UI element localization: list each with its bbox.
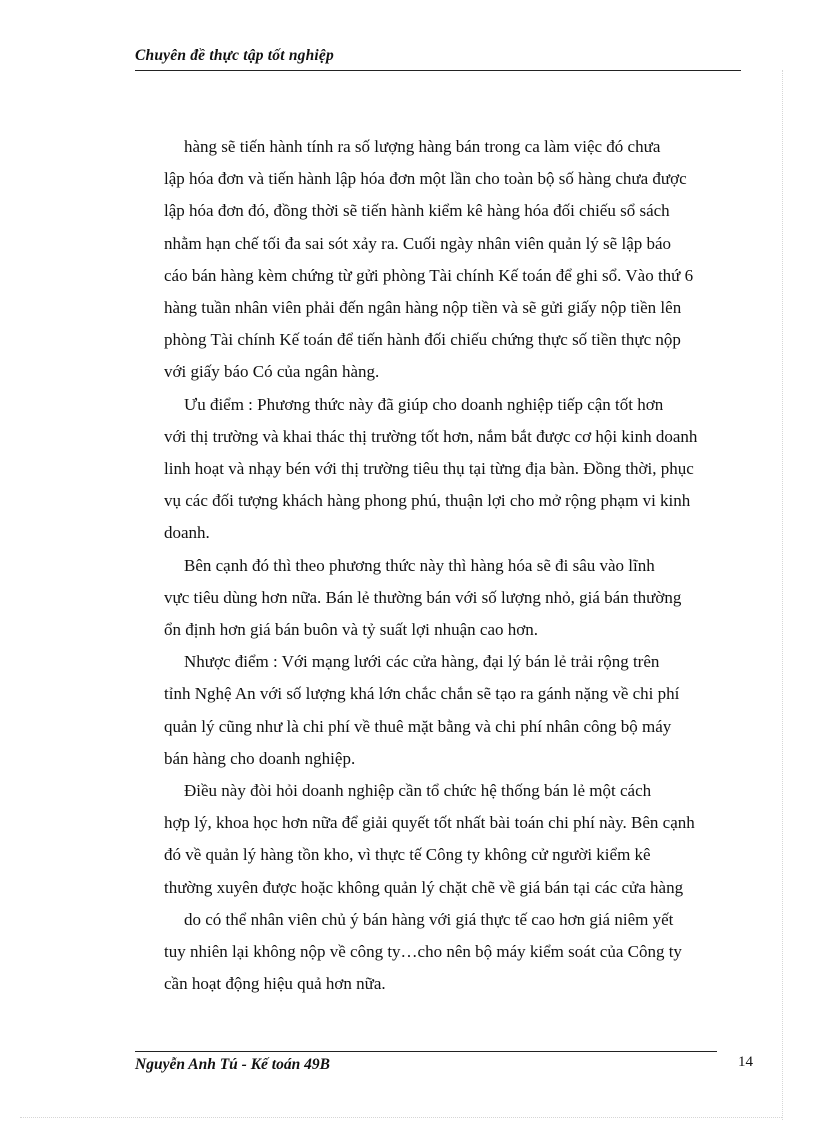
document-body <box>164 131 739 1000</box>
text-line: Ưu điểm : Phương thức này đã giúp cho doanh nghiệp tiếp cận tốt hơn <box>184 394 664 414</box>
text-line: bán hàng cho doanh nghiệp. <box>164 748 356 768</box>
text-line: cần hoạt động hiệu quả hơn nữa. <box>164 974 386 994</box>
text-line: thường xuyên được hoặc không quản lý chặt chẽ về giá bán tại các cửa hàng <box>164 877 684 897</box>
paragraph-control <box>164 904 739 1001</box>
header-divider <box>135 70 741 71</box>
text-line: Nhược điểm : Với mạng lưới các cửa hàng, đại lý bán lẻ trải rộng trên <box>184 652 660 672</box>
text-line: hàng tuần nhân viên phải đến ngân hàng nộp tiền và sẽ gửi giấy nộp tiền lên <box>164 298 682 318</box>
text-line: vụ các đối tượng khách hàng phong phú, thuận lợi cho mở rộng phạm vi kinh <box>164 491 691 511</box>
paragraph-organization <box>164 775 739 904</box>
text-line: doanh. <box>164 523 210 543</box>
footer-author: Nguyễn Anh Tú - Kế toán 49B <box>135 1056 330 1073</box>
text-line: cáo bán hàng kèm chứng từ gửi phòng Tài chính Kế toán để ghi sổ. Vào thứ 6 <box>164 265 694 285</box>
text-line: Bên cạnh đó thì theo phương thức này thì hàng hóa sẽ đi sâu vào lĩnh <box>184 555 655 575</box>
text-line: do có thể nhân viên chủ ý bán hàng với giá thực tế cao hơn giá niêm yết <box>184 909 674 929</box>
text-line: lập hóa đơn đó, đồng thời sẽ tiến hành kiểm kê hàng hóa đối chiếu sổ sách <box>164 201 670 221</box>
text-line: vực tiêu dùng hơn nữa. Bán lẻ thường bán với số lượng nhỏ, giá bán thường <box>164 587 682 607</box>
text-line: quản lý cũng như là chi phí về thuê mặt bằng và chi phí nhân công bộ máy <box>164 716 672 736</box>
page-number: 14 <box>738 1054 753 1070</box>
paragraph-disadvantages <box>164 646 739 775</box>
page-edge-bottom <box>20 1117 782 1118</box>
paragraph-retail-depth <box>164 550 739 647</box>
text-line: tỉnh Nghệ An với số lượng khá lớn chắc chắn sẽ tạo ra gánh nặng về chi phí <box>164 684 680 704</box>
text-line: tuy nhiên lại không nộp về công ty…cho nên bộ máy kiểm soát của Công ty <box>164 942 682 962</box>
footer-divider <box>135 1051 717 1052</box>
text-line: với giấy báo Có của ngân hàng. <box>164 362 380 382</box>
paragraph-advantages <box>164 389 739 550</box>
running-header-title: Chuyên đề thực tập tốt nghiệp <box>135 47 334 64</box>
text-line: Điều này đòi hỏi doanh nghiệp cần tổ chức hệ thống bán lẻ một cách <box>184 781 652 801</box>
text-line: đó về quản lý hàng tồn kho, vì thực tế Công ty không cử người kiểm kê <box>164 845 651 865</box>
text-line: hợp lý, khoa học hơn nữa để giải quyết tốt nhất bài toán chi phí này. Bên cạnh <box>164 813 695 833</box>
page-edge-right <box>782 70 784 1120</box>
text-line: phòng Tài chính Kế toán để tiến hành đối chiếu chứng thực số tiền thực nộp <box>164 330 681 350</box>
text-line: với thị trường và khai thác thị trường tốt hơn, nắm bắt được cơ hội kinh doanh <box>164 426 698 446</box>
text-line: hàng sẽ tiến hành tính ra số lượng hàng bán trong ca làm việc đó chưa <box>184 137 661 156</box>
text-line: nhằm hạn chế tối đa sai sót xảy ra. Cuối ngày nhân viên quản lý sẽ lập báo <box>164 233 672 253</box>
text-line: linh hoạt và nhạy bén với thị trường tiêu thụ tại từng địa bàn. Đồng thời, phục <box>164 459 694 479</box>
text-line: ổn định hơn giá bán buôn và tỷ suất lợi nhuận cao hơn. <box>164 620 538 640</box>
paragraph-sales-procedure <box>164 131 739 389</box>
text-line: lập hóa đơn và tiến hành lập hóa đơn một lần cho toàn bộ số hàng chưa được <box>164 169 687 189</box>
